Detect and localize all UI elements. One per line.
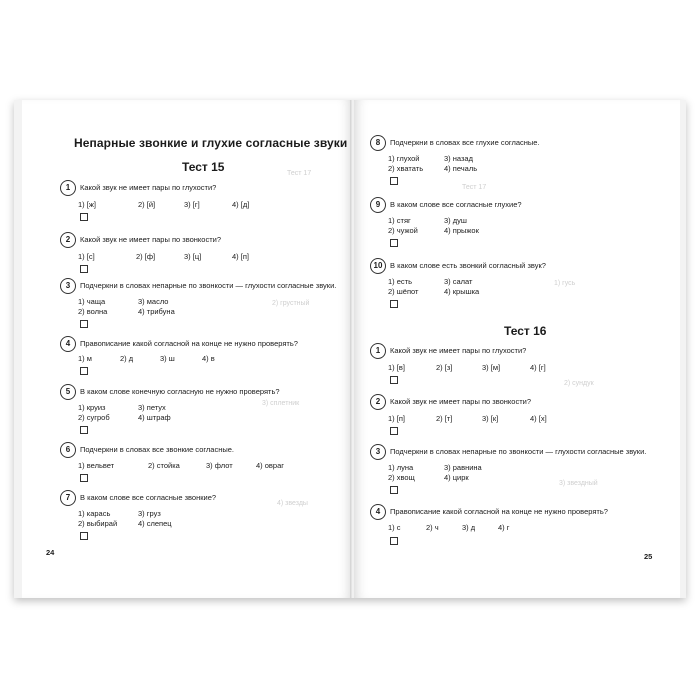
answer-option[interactable]: 2) [ф] [136,252,156,261]
test-16-question-3 [370,444,670,498]
answer-option[interactable]: 1) с [388,523,401,532]
question-number: 2 [60,232,76,248]
answer-option[interactable]: 2) д [120,354,134,363]
answer-checkbox[interactable] [390,300,398,308]
question-prompt: Подчеркни в словах непарные по звонкости — глухости согласные звуки. [390,447,647,456]
answer-option[interactable]: 2) [т] [436,414,453,423]
bleed-through-text: Тест 17 [462,184,487,191]
test-16-question-4 [370,504,670,548]
answer-option[interactable]: 2) [й] [138,200,156,209]
bleed-through-text: Тест 17 [287,170,312,177]
bleed-through-text: 2) грустный [272,300,310,307]
question-number: 8 [370,135,386,151]
question-prompt: Какой звук не имеет пары по звонкости? [390,397,532,406]
question-5 [60,384,352,438]
question-prompt: В каком слове есть звонкий согласный звук? [390,261,546,270]
answer-checkbox[interactable] [80,474,88,482]
answer-option[interactable]: 3) равнина [444,463,482,472]
answer-option[interactable]: 3) душ [444,216,467,225]
answer-option[interactable]: 3) д [462,523,476,532]
answer-checkbox[interactable] [80,426,88,434]
question-number: 1 [60,180,76,196]
answer-option[interactable]: 3) [г] [184,200,200,209]
answer-checkbox[interactable] [390,177,398,185]
answer-option[interactable]: 2) стойка [148,461,180,470]
bleed-through-text: 3) сплетник [262,400,300,407]
answer-option[interactable]: 2) выбирай [78,519,118,528]
question-10 [370,258,670,312]
question-6 [60,442,352,486]
question-prompt: Какой звук не имеет пары по глухости? [390,346,527,355]
left-page [22,100,352,598]
question-prompt: В каком слове конечную согласную не нужно проверять? [80,387,280,396]
question-number: 3 [60,278,76,294]
question-number: 4 [370,504,386,520]
answer-option[interactable]: 2) волна [78,307,108,316]
answer-option[interactable]: 1) чаща [78,297,106,306]
page-number-left: 24 [46,548,55,557]
answer-option[interactable]: 4) в [202,354,215,363]
test-15-title: Тест 15 [182,160,225,174]
answer-option[interactable]: 1) вельвет [78,461,115,470]
answer-option[interactable]: 3) груз [138,509,161,518]
answer-option[interactable]: 1) круиз [78,403,106,412]
question-number: 10 [370,258,386,274]
answer-option[interactable]: 1) стяг [388,216,411,225]
question-prompt: Подчеркни в словах все глухие согласные. [390,138,540,147]
answer-option[interactable]: 3) масло [138,297,169,306]
question-7 [60,490,352,544]
answer-option[interactable]: 4) г [498,523,510,532]
question-2 [60,232,352,276]
answer-checkbox[interactable] [390,239,398,247]
answer-option[interactable]: 3) петух [138,403,166,412]
right-page [354,100,680,598]
answer-checkbox[interactable] [80,532,88,540]
answer-option[interactable]: 2) [з] [436,363,453,372]
question-prompt: Какой звук не имеет пары по глухости? [80,183,217,192]
answer-option[interactable]: 1) глухой [388,154,420,163]
question-number: 3 [370,444,386,460]
answer-option[interactable]: 3) [м] [482,363,501,372]
answer-option[interactable]: 4) слепец [138,519,172,528]
answer-option[interactable]: 1) [в] [388,363,405,372]
answer-checkbox[interactable] [390,486,398,494]
answer-option[interactable]: 3) ш [160,354,175,363]
question-number: 5 [60,384,76,400]
answer-checkbox[interactable] [390,427,398,435]
answer-option[interactable]: 1) [с] [78,252,95,261]
answer-checkbox[interactable] [390,537,398,545]
question-9 [370,197,670,251]
page-number-right: 25 [644,552,653,561]
question-number: 9 [370,197,386,213]
answer-checkbox[interactable] [80,265,88,273]
answer-option[interactable]: 2) ч [426,523,439,532]
question-number: 1 [370,343,386,359]
answer-option[interactable]: 4) [х] [530,414,547,423]
answer-option[interactable]: 1) [п] [388,414,405,423]
answer-option[interactable]: 1) [ж] [78,200,96,209]
answer-option[interactable]: 3) салат [444,277,473,286]
question-number: 7 [60,490,76,506]
answer-option[interactable]: 2) сугроб [78,413,110,422]
question-prompt: В каком слове все согласные звонкие? [80,493,217,502]
answer-option[interactable]: 2) хватать [388,164,424,173]
answer-option[interactable]: 1) карась [78,509,111,518]
question-1 [60,180,352,224]
answer-option[interactable]: 1) есть [388,277,413,286]
question-8 [370,135,670,189]
answer-option[interactable]: 4) прыжок [444,226,479,235]
question-prompt: В каком слове все согласные глухие? [390,200,522,209]
answer-option[interactable]: 4) трибуна [138,307,175,316]
question-4 [60,336,352,380]
answer-checkbox[interactable] [80,320,88,328]
answer-checkbox[interactable] [80,213,88,221]
question-prompt: Какой звук не имеет пары по звонкости? [80,235,222,244]
answer-option[interactable]: 4) [п] [232,252,249,261]
test-16-question-1 [370,343,670,387]
question-prompt: Подчеркни в словах все звонкие согласные. [80,445,235,454]
answer-option[interactable]: 4) штраф [138,413,171,422]
answer-option[interactable]: 4) печаль [444,164,478,173]
question-prompt: Правописание какой согласной на конце не нужно проверять? [80,339,298,348]
answer-option[interactable]: 3) [ц] [184,252,202,261]
answer-option[interactable]: 4) цирк [444,473,469,482]
question-number: 6 [60,442,76,458]
bleed-through-text: 1) гусь [554,280,576,287]
answer-option[interactable]: 1) луна [388,463,414,472]
open-workbook [14,100,686,598]
question-3 [60,278,352,332]
answer-checkbox[interactable] [390,376,398,384]
section-title: Непарные звонкие и глухие согласные звуки [74,136,348,150]
answer-option[interactable]: 3) назад [444,154,473,163]
bleed-through-text: 2) сундук [564,380,594,387]
bleed-through-text: 3) звездный [559,480,598,487]
bleed-through-text: 4) звезды [277,500,308,507]
answer-option[interactable]: 2) шёпот [388,287,419,296]
answer-option[interactable]: 3) [к] [482,414,499,423]
answer-option[interactable]: 2) чужой [388,226,418,235]
answer-option[interactable]: 4) крышка [444,287,480,296]
test-16-question-2 [370,394,670,438]
question-prompt: Подчеркни в словах непарные по звонкости — глухости согласные звуки. [80,281,337,290]
answer-checkbox[interactable] [80,367,88,375]
question-number: 4 [60,336,76,352]
question-number: 2 [370,394,386,410]
answer-option[interactable]: 3) флот [206,461,233,470]
answer-option[interactable]: 4) овраг [256,461,284,470]
question-prompt: Правописание какой согласной на конце не нужно проверять? [390,507,608,516]
answer-option[interactable]: 4) [г] [530,363,546,372]
answer-option[interactable]: 4) [д] [232,200,250,209]
answer-option[interactable]: 1) м [78,354,92,363]
test-16-title: Тест 16 [504,324,547,338]
answer-option[interactable]: 2) хвощ [388,473,415,482]
